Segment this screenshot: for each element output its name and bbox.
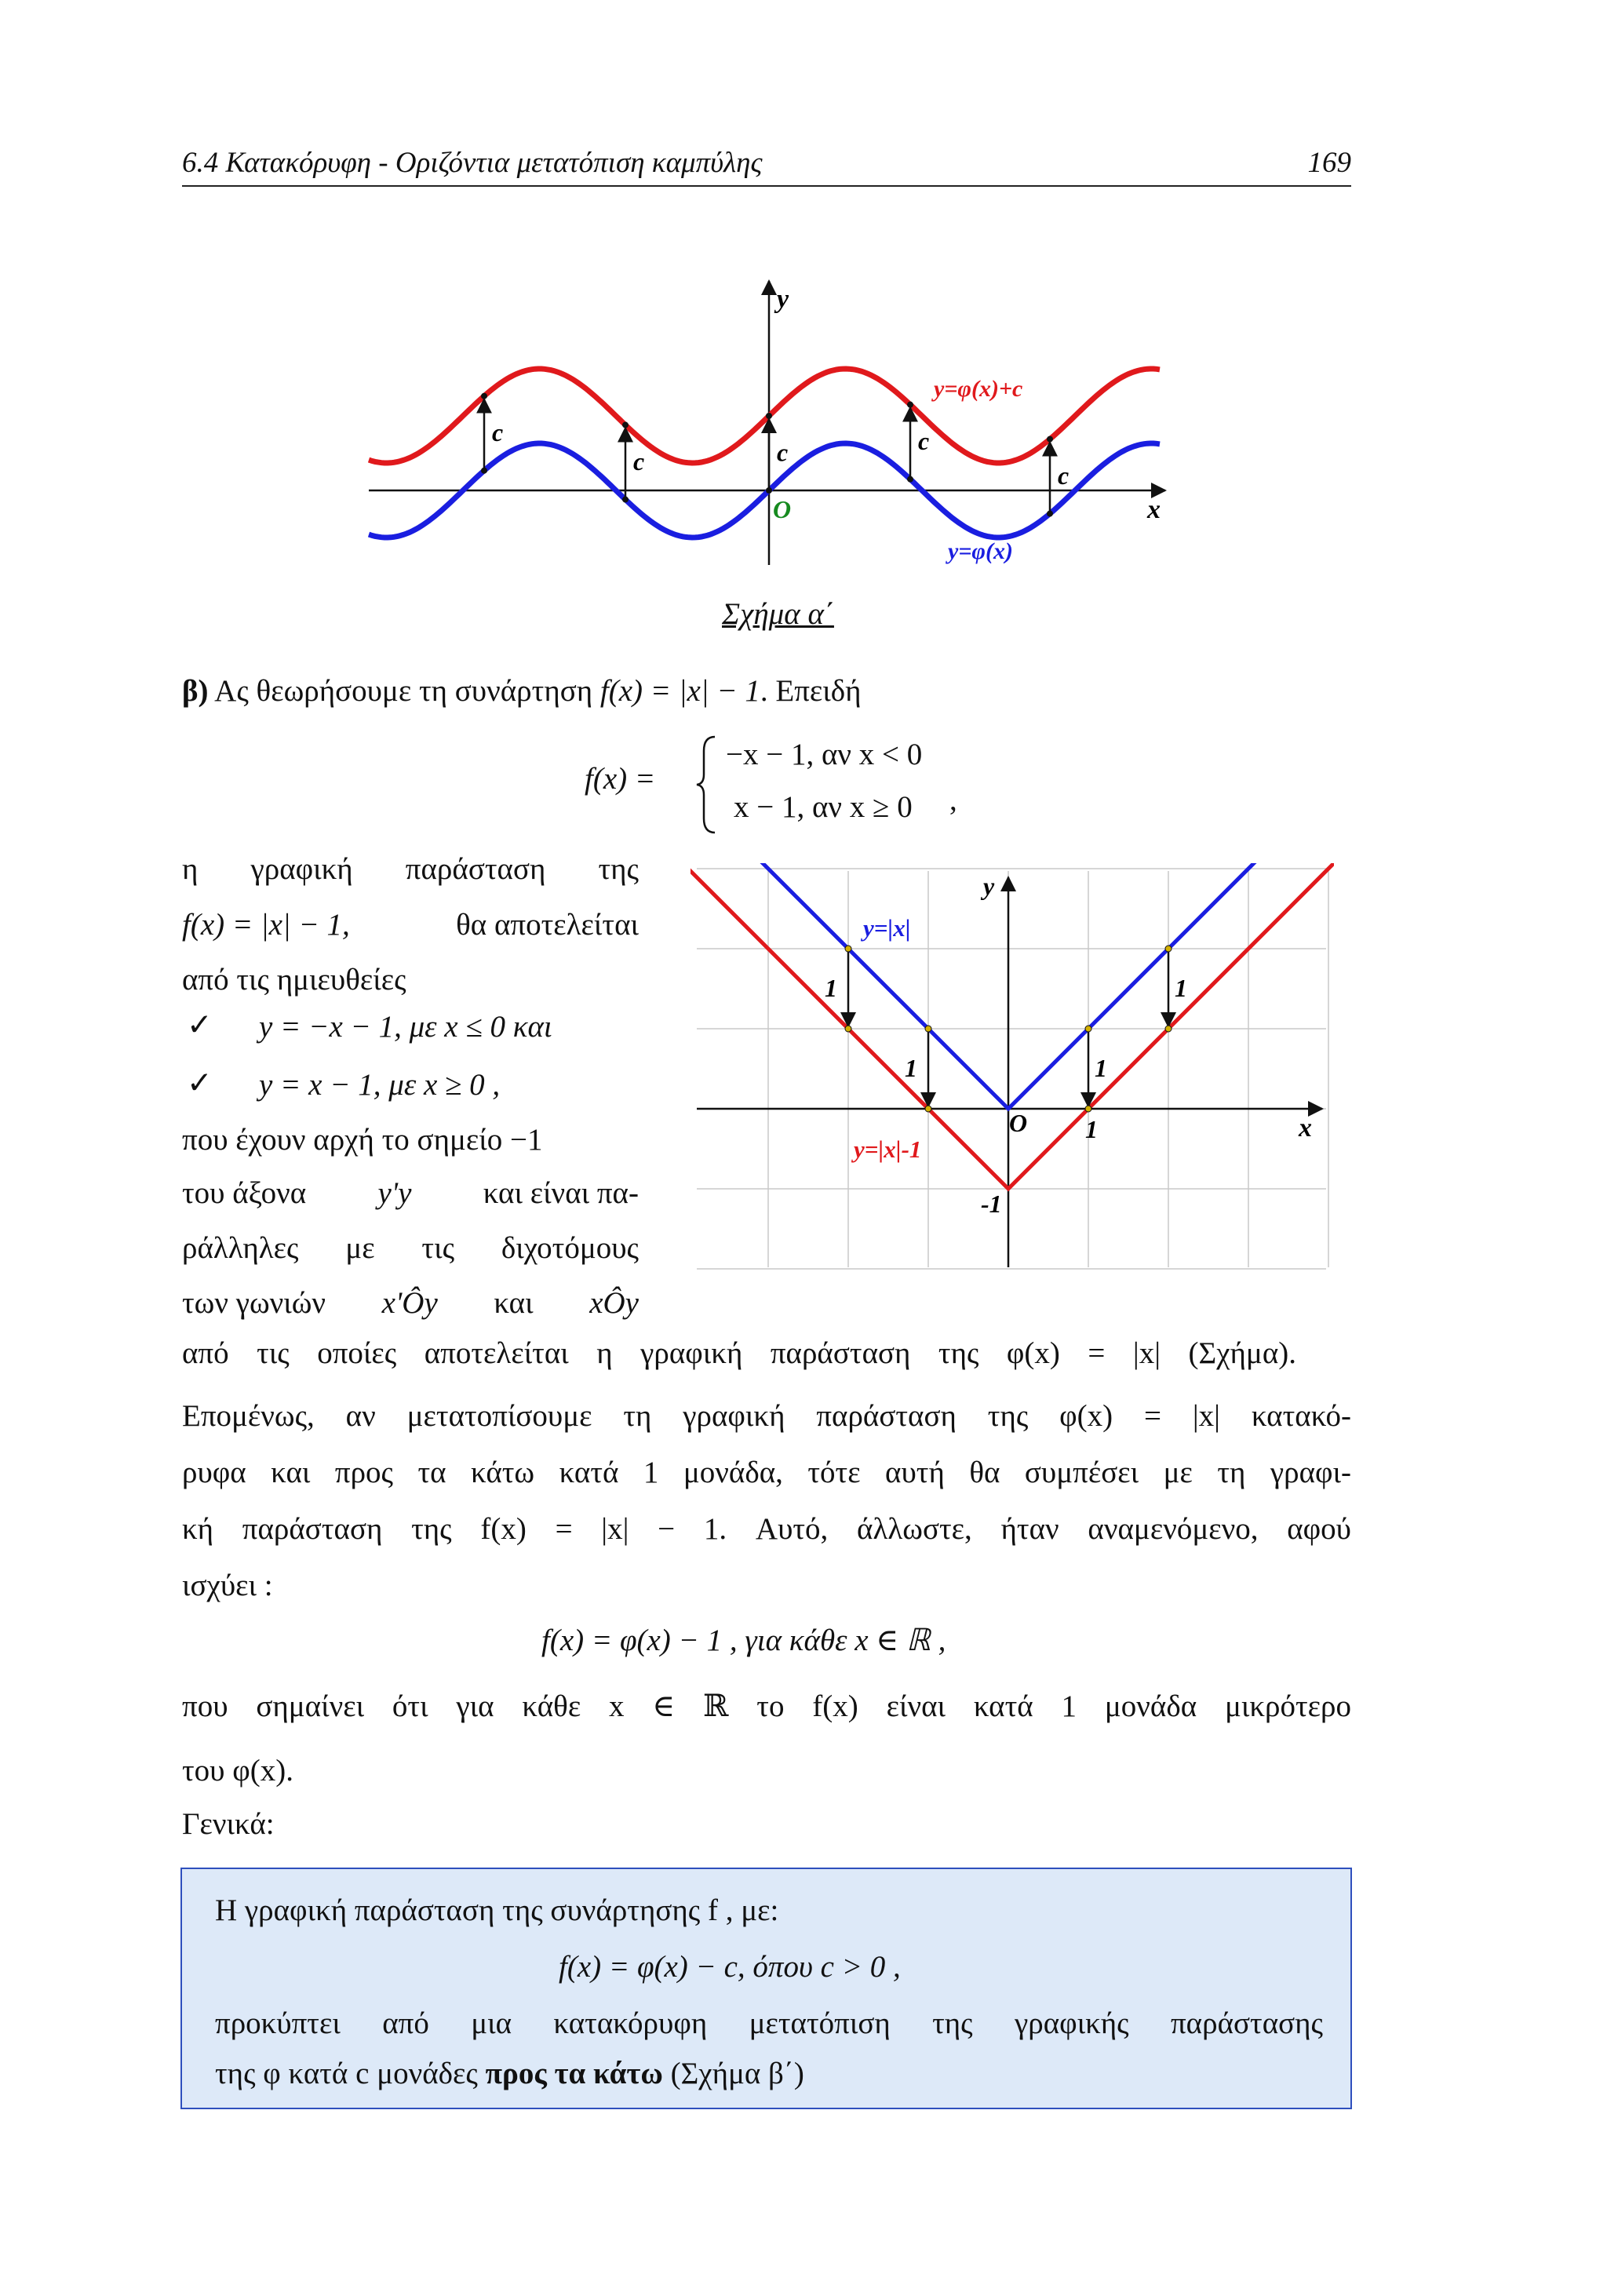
y-tick-minus-one: -1 bbox=[981, 1190, 1002, 1218]
page-number: 169 bbox=[1307, 147, 1351, 179]
upper-curve-label: y=φ(x)+c bbox=[934, 376, 1023, 402]
left-line-5b: y'y bbox=[377, 1176, 412, 1210]
body-p3a: που σημαίνει ότι για κάθε x ∈ ℝ το f(x) είναι κατά 1 μονάδα μικρότερο bbox=[182, 1689, 1351, 1723]
page-header bbox=[182, 146, 1351, 187]
body-p1: από τις οποίες αποτελείται η γραφική παράσταση της φ(x) = |x| (Σχήμα). bbox=[182, 1336, 1296, 1370]
left-line-4: που έχουν αρχή το σημείο −1 bbox=[182, 1123, 543, 1157]
lower-curve-label: y=φ(x) bbox=[948, 538, 1013, 564]
body-p2c: κή παράσταση της f(x) = |x| − 1. Αυτό, άλλωστε, ήταν αναμενόμενο, αφού bbox=[182, 1512, 1351, 1546]
box-line-4c: (Σχήμα β΄) bbox=[670, 2057, 804, 2090]
chapter-title: 6.4 Κατακόρυφη - Οριζόντια μετατόπιση καμπύλης bbox=[182, 147, 763, 179]
red-line-label: y=|x|-1 bbox=[854, 1135, 922, 1163]
left-line-2-formula: f(x) = |x| − 1, bbox=[182, 908, 350, 942]
bullet-2-text: y = x − 1, με x ≥ 0 , bbox=[259, 1068, 501, 1102]
body-p2a: Επομένως, αν μετατοπίσουμε τη γραφική παράσταση της φ(x) = |x| κατακό- bbox=[182, 1399, 1351, 1433]
series-line-abs-x-minus-1 bbox=[691, 863, 1334, 1189]
piecewise-lhs-text: f(x) = bbox=[585, 762, 656, 796]
point-marker bbox=[622, 497, 629, 503]
bullet-1 bbox=[259, 1008, 552, 1048]
upper-curve bbox=[369, 369, 1160, 463]
body-p2b: ρυφα και προς τα κάτω κατά 1 μονάδα, τότε αυτή θα συμπέσει με τη γραφι- bbox=[182, 1456, 1351, 1489]
left-line-7 bbox=[182, 1284, 639, 1324]
general-label: Γενικά: bbox=[182, 1807, 275, 1841]
shift-label-c: c bbox=[633, 447, 645, 476]
intro-formula: f(x) = |x| − 1 bbox=[599, 674, 760, 708]
check-icon-1: ✓ bbox=[187, 1008, 213, 1042]
shift-label-c: c bbox=[492, 418, 504, 447]
figure-a-caption: Σχήμα α΄ bbox=[722, 597, 834, 631]
point-marker bbox=[481, 468, 487, 474]
point-marker bbox=[1047, 511, 1053, 517]
piecewise-brace bbox=[694, 734, 718, 836]
point-marker bbox=[925, 1106, 931, 1112]
figure-b bbox=[691, 863, 1334, 1271]
blue-line-label: y=|x| bbox=[863, 914, 911, 942]
x-axis-label: x bbox=[1299, 1113, 1312, 1143]
grid bbox=[691, 869, 1328, 1269]
point-marker bbox=[925, 1026, 931, 1032]
piecewise-comma: , bbox=[949, 783, 957, 817]
point-marker bbox=[622, 422, 629, 428]
figure-a bbox=[345, 267, 1255, 581]
left-line-5c: και είναι πα- bbox=[483, 1176, 639, 1210]
left-line-2 bbox=[182, 906, 639, 946]
left-line-2-text: θα αποτελείται bbox=[456, 908, 639, 942]
left-line-3: από τις ημιευθείες bbox=[182, 963, 406, 997]
shift-label-c: c bbox=[918, 427, 930, 456]
point-marker bbox=[766, 487, 772, 494]
point-marker bbox=[1165, 1026, 1172, 1032]
body-formula bbox=[541, 1621, 946, 1661]
shift-label-c: c bbox=[1058, 461, 1070, 490]
shift-label-one: 1 bbox=[1095, 1054, 1107, 1082]
box-line-4-bold: προς τα κάτω bbox=[485, 2057, 663, 2090]
box-formula-text: f(x) = φ(x) − c, όπου c > 0 , bbox=[559, 1950, 901, 1984]
point-marker bbox=[1047, 436, 1053, 443]
x-axis-label: x bbox=[1147, 495, 1161, 524]
y-axis-label: y bbox=[777, 285, 789, 314]
shift-label-c: c bbox=[777, 438, 789, 467]
left-line-5 bbox=[182, 1174, 639, 1214]
box-line-1: Η γραφική παράσταση της συνάρτησης f , με: bbox=[215, 1893, 779, 1927]
shift-label-one: 1 bbox=[905, 1054, 917, 1082]
point-marker bbox=[481, 393, 487, 399]
left-line-7d: xÔy bbox=[589, 1286, 639, 1320]
left-line-5a: του άξονα bbox=[182, 1176, 307, 1210]
box-line-4a: της φ κατά c μονάδες bbox=[215, 2057, 478, 2090]
intro-text: Ας θεωρήσουμε τη συνάρτηση bbox=[214, 674, 593, 708]
point-marker bbox=[766, 413, 772, 419]
piecewise-case-2: x − 1, αν x ≥ 0 bbox=[734, 790, 913, 824]
box-line-3: προκύπτει από μια κατακόρυφη μετατόπιση της γραφικής παράστασης bbox=[215, 2006, 1323, 2040]
intro-end: . Επειδή bbox=[760, 674, 862, 708]
bullet-1-text: y = −x − 1, με x ≤ 0 και bbox=[259, 1010, 552, 1044]
point-marker bbox=[1085, 1106, 1091, 1112]
body-p2d: ισχύει : bbox=[182, 1569, 273, 1602]
left-line-7b: x'Ôy bbox=[381, 1286, 438, 1320]
left-line-7a: των γωνιών bbox=[182, 1286, 326, 1320]
check-icon-2: ✓ bbox=[187, 1066, 213, 1100]
x-tick-one: 1 bbox=[1085, 1115, 1098, 1143]
left-line-7c: και bbox=[494, 1286, 534, 1320]
point-marker bbox=[1085, 1026, 1091, 1032]
point-marker bbox=[845, 946, 851, 952]
shift-label-one: 1 bbox=[1175, 974, 1187, 1002]
section-b-marker: β) bbox=[182, 674, 209, 708]
point-marker bbox=[907, 402, 913, 408]
point-marker bbox=[1165, 946, 1172, 952]
left-line-6: ράλληλες με τις διχοτόμους bbox=[182, 1231, 639, 1265]
body-p3b: του φ(x). bbox=[182, 1754, 293, 1788]
section-b-intro bbox=[182, 672, 862, 712]
y-axis-label: y bbox=[983, 872, 995, 900]
plot-lines bbox=[691, 863, 1334, 1189]
box-line-4 bbox=[215, 2054, 804, 2094]
shift-label-one: 1 bbox=[825, 974, 837, 1002]
bullet-2 bbox=[259, 1066, 500, 1106]
body-formula-text: f(x) = φ(x) − 1 , για κάθε x ∈ ℝ , bbox=[541, 1624, 946, 1657]
piecewise-lhs bbox=[585, 760, 655, 800]
piecewise-case-1: −x − 1, αν x < 0 bbox=[726, 738, 923, 771]
summary-box bbox=[180, 1868, 1352, 2109]
origin-label: O bbox=[1009, 1109, 1028, 1137]
box-formula bbox=[559, 1948, 901, 1988]
point-marker bbox=[907, 476, 913, 483]
left-line-1: η γραφική παράσταση της bbox=[182, 852, 639, 886]
origin-label: O bbox=[773, 495, 792, 523]
point-marker bbox=[845, 1026, 851, 1032]
